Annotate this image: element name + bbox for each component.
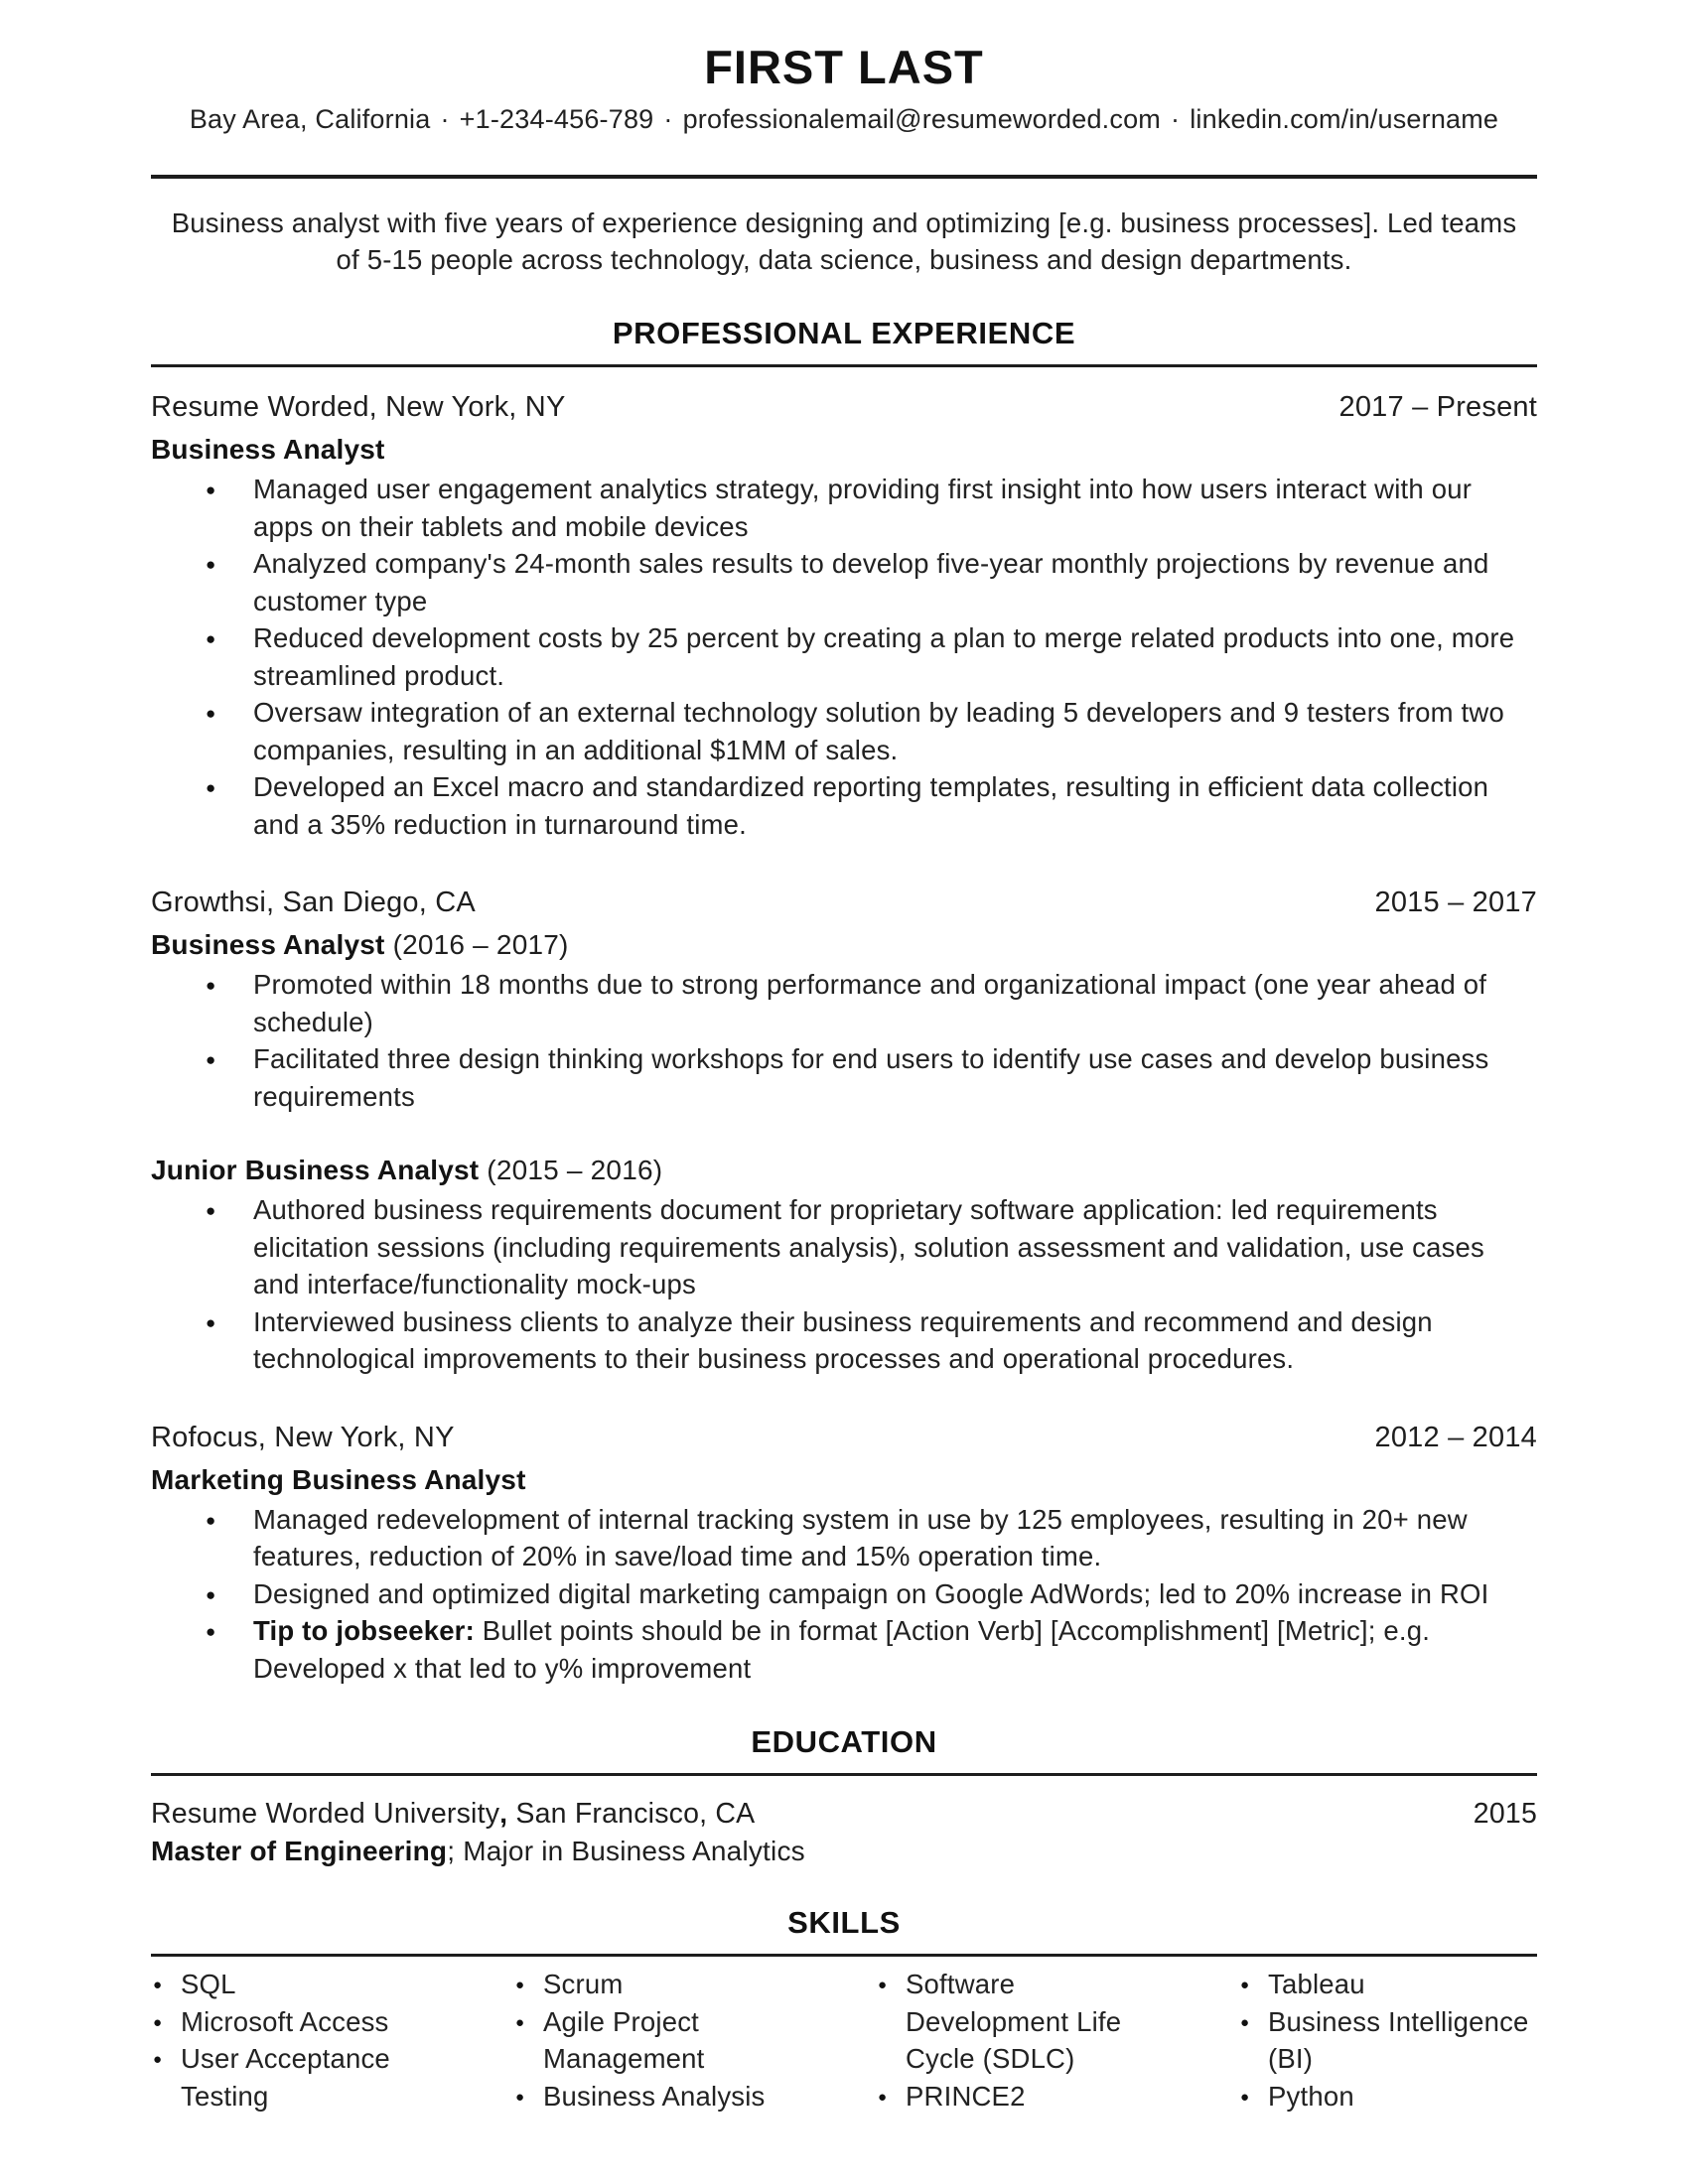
bullet-item (151, 1501, 1537, 1575)
education-degree-row (151, 1836, 1537, 1867)
skill-item: ● Python (1238, 2078, 1537, 2116)
resume-name: FIRST LAST (704, 41, 984, 93)
skill-item: ● Scrum (513, 1966, 812, 2003)
degree-detail: ; Major in Business Analytics (447, 1836, 805, 1866)
job-entry (151, 1422, 1537, 1688)
section-title-experience: PROFESSIONAL EXPERIENCE (151, 316, 1537, 367)
bullet-text: Reduced development costs by 25 percent by creating a plan to merge related products into one, more streamlined product. (253, 622, 1515, 691)
role-line (151, 434, 1537, 466)
skill-item: ● Agile Project Management (513, 2003, 812, 2078)
contact-location: Bay Area, California (189, 104, 431, 134)
bullet-list (151, 471, 1537, 843)
role-block (151, 1155, 1537, 1378)
job-dates: 2017 – Present (1338, 391, 1537, 423)
job-header (151, 391, 1537, 424)
bullet-bold-prefix: Tip to jobseeker: (253, 1615, 475, 1646)
bullet-item (151, 966, 1537, 1040)
role-title: Marketing Business Analyst (151, 1463, 526, 1495)
job-header (151, 1422, 1537, 1454)
skill-item: ● Business Analysis (513, 2078, 812, 2116)
bullet-text: Managed user engagement analytics strategy, providing first insight into how users interact with our apps on their tablets and mobile devices (253, 474, 1473, 542)
school-name: Resume Worded University (151, 1798, 500, 1830)
contact-separator: · (440, 104, 450, 134)
school-location: San Francisco, CA (507, 1798, 756, 1830)
skill-item: ● User Acceptance Testing (151, 2040, 450, 2115)
bullet-text: Interviewed business clients to analyze their business requirements and recommend and design technological improvements to their business processes and operational procedures. (253, 1305, 1433, 1374)
skill-column (876, 1966, 1175, 2115)
bullet-item (151, 1575, 1537, 1613)
skill-column (1238, 1966, 1537, 2115)
skill-item: ● Tableau (1238, 1966, 1537, 2003)
bullet-text: Developed an Excel macro and standardized reporting templates, resulting in efficient data collection and a 35% reduction in turnaround time. (253, 771, 1489, 840)
education-section (151, 1724, 1537, 1867)
company-name: Growthsi, San Diego, CA (151, 887, 476, 918)
section-title-skills: SKILLS (151, 1905, 1537, 1957)
bullet-item (151, 545, 1537, 619)
summary-paragraph: Business analyst with five years of experience designing and optimizing [e.g. business processes]. Led teams of 5-15 people across technology, data science, business and design departments. (171, 207, 1517, 275)
bullet-text: Analyzed company's 24-month sales results to develop five-year monthly projections by revenue and customer type (253, 548, 1489, 616)
skills-section (151, 1905, 1537, 2115)
role-line (151, 1464, 1537, 1496)
bullet-item (151, 471, 1537, 545)
contact-line (151, 104, 1537, 135)
bullet-item (151, 1303, 1537, 1378)
skill-item: ● Software Development Life Cycle (SDLC) (876, 1966, 1175, 2078)
bullet-text: Bullet points should be in format [Action Verb] [Accomplishment] [Metric]; e.g. Developed x that led to y% improvement (253, 1615, 1431, 1684)
education-year: 2015 (1473, 1798, 1537, 1830)
role-block (151, 1464, 1537, 1688)
school-comma: , (499, 1798, 508, 1830)
bullet-text: Oversaw integration of an external technology solution by leading 5 developers and 9 testers from two companies, resulting in an additional $1MM of sales. (253, 697, 1504, 765)
bullet-item (151, 1612, 1537, 1687)
bullet-list (151, 1501, 1537, 1688)
job-dates: 2015 – 2017 (1374, 887, 1537, 918)
contact-linkedin: linkedin.com/in/username (1190, 104, 1499, 134)
education-school-row (151, 1798, 1537, 1831)
degree-name: Master of Engineering (151, 1836, 448, 1866)
header-divider (151, 175, 1537, 179)
contact-separator: · (663, 104, 673, 134)
section-title-education: EDUCATION (151, 1724, 1537, 1776)
role-period: (2016 – 2017) (384, 929, 569, 960)
bullet-list (151, 966, 1537, 1115)
job-dates: 2012 – 2014 (1374, 1421, 1537, 1453)
role-title: Business Analyst (151, 929, 385, 960)
bullet-text: Authored business requirements document for proprietary software application: led requirements elicitation sessions (including requirements analysis), solution assessment and validation, use cases and interface/functionality mock-ups (253, 1194, 1484, 1299)
contact-email: professionalemail@resumeworded.com (682, 104, 1161, 134)
skill-item: ● Business Intelligence (BI) (1238, 2003, 1537, 2078)
role-line (151, 1155, 1537, 1186)
company-name: Resume Worded, New York, NY (151, 391, 566, 423)
company-name: Rofocus, New York, NY (151, 1421, 455, 1453)
role-period: (2015 – 2016) (479, 1155, 663, 1185)
bullet-list (151, 1191, 1537, 1378)
skill-item: ● Microsoft Access (151, 2003, 450, 2041)
role-block (151, 434, 1537, 843)
skill-column (151, 1966, 450, 2115)
bullet-item (151, 768, 1537, 843)
job-entry (151, 391, 1537, 843)
contact-separator: · (1171, 104, 1181, 134)
contact-phone: +1-234-456-789 (459, 104, 654, 134)
role-title: Business Analyst (151, 434, 385, 465)
role-title: Junior Business Analyst (151, 1155, 480, 1185)
bullet-text: Managed redevelopment of internal tracking system in use by 125 employees, resulting in 20+ new features, reduction of 20% in save/load time and 15% operation time. (253, 1503, 1468, 1571)
job-entry (151, 887, 1537, 1378)
role-block (151, 929, 1537, 1115)
school-line (151, 1798, 755, 1831)
bullet-item (151, 694, 1537, 768)
bullet-item (151, 1040, 1537, 1115)
bullet-text: Facilitated three design thinking workshops for end users to identify use cases and develop business requirements (253, 1043, 1489, 1112)
role-line (151, 929, 1537, 961)
skill-item: ● PRINCE2 (876, 2078, 1175, 2116)
bullet-item (151, 1191, 1537, 1303)
job-header (151, 887, 1537, 919)
bullet-item (151, 619, 1537, 694)
bullet-text: Designed and optimized digital marketing campaign on Google AdWords; led to 20% increase in ROI (253, 1577, 1489, 1609)
skill-column (513, 1966, 812, 2115)
skills-grid (151, 1966, 1537, 2115)
skill-item: ● SQL (151, 1966, 450, 2003)
experience-section (151, 316, 1537, 1687)
bullet-text: Promoted within 18 months due to strong performance and organizational impact (one year ahead of schedule) (253, 969, 1487, 1037)
